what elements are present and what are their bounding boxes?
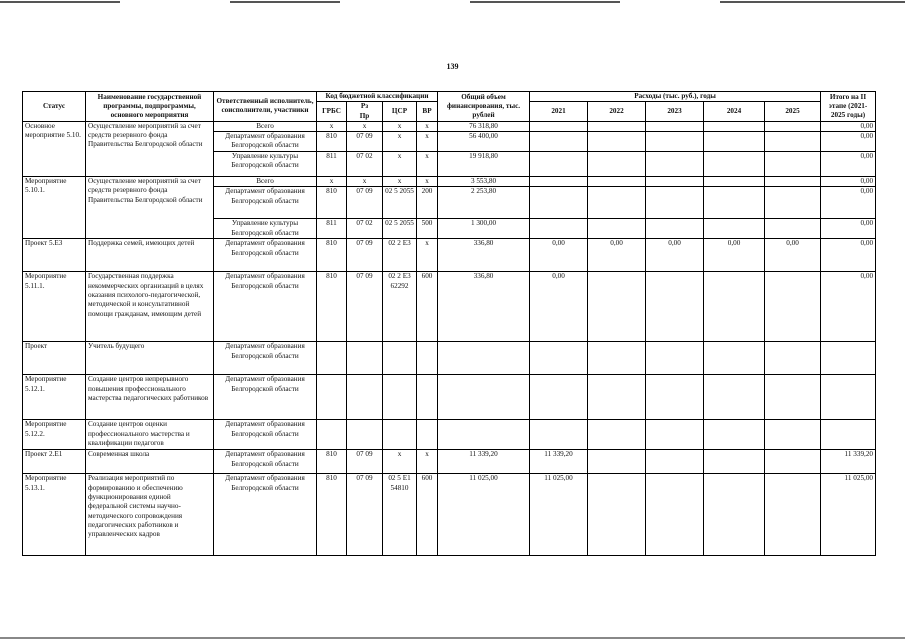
csr-cell: 02 5 2055 <box>383 219 417 239</box>
stage-total-cell: 0,00 <box>821 239 876 272</box>
vr-cell: х <box>417 177 438 187</box>
vr-cell: х <box>417 121 438 131</box>
y2025-cell <box>765 219 821 239</box>
y2022-cell <box>588 272 646 342</box>
total-cell: 2 253,80 <box>438 187 530 219</box>
vr-cell <box>417 375 438 420</box>
y2023-cell: 0,00 <box>646 239 704 272</box>
status-cell: Мероприятие 5.11.1. <box>23 272 86 342</box>
y2023-cell <box>646 219 704 239</box>
vr-cell: х <box>417 132 438 152</box>
rzpr-cell <box>347 375 383 420</box>
rzpr-cell: х <box>347 177 383 187</box>
header-2023: 2023 <box>646 102 704 122</box>
grbs-cell: 810 <box>317 272 347 342</box>
stage-total-cell: 0,00 <box>821 187 876 219</box>
y2025-cell <box>765 152 821 177</box>
status-cell: Мероприятие 5.10.1. <box>23 177 86 239</box>
stage-total-cell: 0,00 <box>821 219 876 239</box>
grbs-cell: 810 <box>317 132 347 152</box>
status-cell: Основное мероприятие 5.10. <box>23 121 86 176</box>
header-vr: ВР <box>417 102 438 122</box>
y2021-cell: 0,00 <box>530 239 588 272</box>
y2024-cell <box>704 187 765 219</box>
y2025-cell <box>765 375 821 420</box>
y2022-cell <box>588 474 646 556</box>
y2021-cell <box>530 132 588 152</box>
csr-cell <box>383 420 417 450</box>
rzpr-cell: х <box>347 121 383 131</box>
total-cell: 336,80 <box>438 272 530 342</box>
vr-cell: 500 <box>417 219 438 239</box>
rzpr-cell: 07 09 <box>347 272 383 342</box>
stage-total-cell: 11 025,00 <box>821 474 876 556</box>
header-name: Наименование государственной программы, подпрограммы, основного мероприятия <box>86 92 214 122</box>
grbs-cell: 810 <box>317 450 347 474</box>
y2021-cell: 0,00 <box>530 272 588 342</box>
grbs-cell: 811 <box>317 152 347 177</box>
vr-cell <box>417 420 438 450</box>
executor-cell: Департамент образования Белгородской области <box>214 474 317 556</box>
y2024-cell <box>704 474 765 556</box>
csr-cell <box>383 375 417 420</box>
rzpr-cell: 07 09 <box>347 187 383 219</box>
status-cell: Мероприятие 5.12.2. <box>23 420 86 450</box>
header-2022: 2022 <box>588 102 646 122</box>
y2025-cell <box>765 450 821 474</box>
y2024-cell <box>704 152 765 177</box>
y2023-cell <box>646 375 704 420</box>
y2023-cell <box>646 342 704 375</box>
stage-total-cell: 0,00 <box>821 132 876 152</box>
y2022-cell <box>588 375 646 420</box>
csr-cell <box>383 342 417 375</box>
executor-cell: Департамент образования Белгородской области <box>214 420 317 450</box>
vr-cell: 600 <box>417 272 438 342</box>
total-cell: 336,80 <box>438 239 530 272</box>
vr-cell: х <box>417 152 438 177</box>
executor-cell: Департамент образования Белгородской области <box>214 450 317 474</box>
y2022-cell <box>588 219 646 239</box>
stage-total-cell: 0,00 <box>821 177 876 187</box>
y2021-cell: 11 339,20 <box>530 450 588 474</box>
name-cell: Поддержка семей, имеющих детей <box>86 239 214 272</box>
y2022-cell <box>588 132 646 152</box>
y2023-cell <box>646 132 704 152</box>
vr-cell: 600 <box>417 474 438 556</box>
y2024-cell <box>704 121 765 131</box>
y2024-cell <box>704 177 765 187</box>
csr-cell: х <box>383 121 417 131</box>
table-row <box>23 121 876 131</box>
y2024-cell <box>704 342 765 375</box>
executor-cell: Департамент образования Белгородской области <box>214 375 317 420</box>
y2025-cell <box>765 342 821 375</box>
rzpr-cell: 07 02 <box>347 219 383 239</box>
y2023-cell <box>646 272 704 342</box>
header-expenses: Расходы (тыс. руб.), годы <box>530 92 821 102</box>
y2024-cell <box>704 450 765 474</box>
y2025-cell <box>765 420 821 450</box>
y2025-cell <box>765 177 821 187</box>
table-row <box>23 239 876 272</box>
grbs-cell: 810 <box>317 474 347 556</box>
y2025-cell <box>765 474 821 556</box>
table-row <box>23 474 876 556</box>
grbs-cell <box>317 342 347 375</box>
header-row-1 <box>23 92 876 102</box>
vr-cell: х <box>417 239 438 272</box>
status-cell: Мероприятие 5.13.1. <box>23 474 86 556</box>
rzpr-cell: 07 09 <box>347 239 383 272</box>
status-cell: Мероприятие 5.12.1. <box>23 375 86 420</box>
scan-bottom-edge <box>0 635 905 640</box>
y2022-cell <box>588 450 646 474</box>
total-cell <box>438 375 530 420</box>
executor-cell: Департамент образования Белгородской области <box>214 272 317 342</box>
grbs-cell: 811 <box>317 219 347 239</box>
y2021-cell <box>530 219 588 239</box>
header-rzpr: Рз Пр <box>347 102 383 122</box>
rzpr-cell: 07 09 <box>347 474 383 556</box>
y2022-cell <box>588 420 646 450</box>
header-total: Общий объем финансирования, тыс. рублей <box>438 92 530 122</box>
stage-total-cell <box>821 420 876 450</box>
y2025-cell: 0,00 <box>765 239 821 272</box>
executor-cell: Департамент образования Белгородской области <box>214 342 317 375</box>
name-cell: Создание центров оценки профессионального мастерства и квалификации педагогов <box>86 420 214 450</box>
y2021-cell <box>530 177 588 187</box>
y2021-cell <box>530 187 588 219</box>
header-2021: 2021 <box>530 102 588 122</box>
y2025-cell <box>765 187 821 219</box>
csr-cell: х <box>383 177 417 187</box>
y2023-cell <box>646 450 704 474</box>
executor-cell: Управление культуры Белгородской области <box>214 152 317 177</box>
status-cell: Проект 2.Е1 <box>23 450 86 474</box>
rzpr-cell: 07 02 <box>347 152 383 177</box>
executor-cell: Департамент образования Белгородской области <box>214 187 317 219</box>
y2023-cell <box>646 474 704 556</box>
table-row <box>23 272 876 342</box>
table-row <box>23 450 876 474</box>
table-row <box>23 420 876 450</box>
csr-cell: 02 5 Е1 54810 <box>383 474 417 556</box>
status-cell: Проект <box>23 342 86 375</box>
status-cell: Проект 5.Е3 <box>23 239 86 272</box>
y2021-cell <box>530 420 588 450</box>
stage-total-cell: 11 339,20 <box>821 450 876 474</box>
total-cell: 76 318,80 <box>438 121 530 131</box>
executor-cell: Департамент образования Белгородской области <box>214 239 317 272</box>
y2023-cell <box>646 187 704 219</box>
table-row <box>23 177 876 187</box>
grbs-cell: х <box>317 177 347 187</box>
scan-top-edge <box>0 0 905 5</box>
total-cell <box>438 342 530 375</box>
rzpr-cell: 07 09 <box>347 450 383 474</box>
executor-cell: Управление культуры Белгородской области <box>214 219 317 239</box>
y2024-cell: 0,00 <box>704 239 765 272</box>
total-cell: 11 025,00 <box>438 474 530 556</box>
vr-cell <box>417 342 438 375</box>
y2023-cell <box>646 152 704 177</box>
financing-table <box>22 91 876 556</box>
table-row <box>23 375 876 420</box>
csr-cell: 02 2 Е3 62292 <box>383 272 417 342</box>
grbs-cell: 810 <box>317 187 347 219</box>
name-cell: Учитель будущего <box>86 342 214 375</box>
total-cell: 11 339,20 <box>438 450 530 474</box>
rzpr-cell: 07 09 <box>347 132 383 152</box>
grbs-cell <box>317 375 347 420</box>
y2024-cell <box>704 219 765 239</box>
executor-cell: Всего <box>214 121 317 131</box>
y2025-cell <box>765 132 821 152</box>
y2023-cell <box>646 420 704 450</box>
y2025-cell <box>765 272 821 342</box>
y2022-cell <box>588 152 646 177</box>
y2022-cell <box>588 177 646 187</box>
y2024-cell <box>704 375 765 420</box>
header-grbs: ГРБС <box>317 102 347 122</box>
csr-cell: 02 2 Е3 <box>383 239 417 272</box>
name-cell: Создание центров непрерывного повышения профессионального мастерства педагогических работников <box>86 375 214 420</box>
header-budget-code: Код бюджетной классификации <box>317 92 438 102</box>
rzpr-cell <box>347 420 383 450</box>
total-cell: 19 918,80 <box>438 152 530 177</box>
stage-total-cell: 0,00 <box>821 121 876 131</box>
csr-cell: х <box>383 152 417 177</box>
total-cell: 1 300,00 <box>438 219 530 239</box>
y2022-cell <box>588 342 646 375</box>
name-cell: Реализация мероприятий по формированию и обеспечению функционирования единой федеральной системы научно-методического сопровождения педагогических работников и управленческих кадров <box>86 474 214 556</box>
header-status: Статус <box>23 92 86 122</box>
header-csr: ЦСР <box>383 102 417 122</box>
page-number: 139 <box>446 62 459 71</box>
total-cell: 56 400,00 <box>438 132 530 152</box>
stage-total-cell <box>821 375 876 420</box>
total-cell: 3 553,80 <box>438 177 530 187</box>
header-2025: 2025 <box>765 102 821 122</box>
executor-cell: Всего <box>214 177 317 187</box>
stage-total-cell: 0,00 <box>821 152 876 177</box>
stage-total-cell: 0,00 <box>821 272 876 342</box>
y2022-cell <box>588 121 646 131</box>
name-cell: Государственная поддержка некоммерческих организаций в целях оказания психолого-педагогической, методической и консультативной помощи гражданам, имеющим детей <box>86 272 214 342</box>
name-cell: Современная школа <box>86 450 214 474</box>
vr-cell: х <box>417 450 438 474</box>
header-stage-total: Итого на II этапе (2021-2025 годы) <box>821 92 876 122</box>
csr-cell: х <box>383 450 417 474</box>
header-executor: Ответственный исполнитель, соисполнители, участники <box>214 92 317 122</box>
grbs-cell: 810 <box>317 239 347 272</box>
table-row <box>23 342 876 375</box>
executor-cell: Департамент образования Белгородской области <box>214 132 317 152</box>
rzpr-cell <box>347 342 383 375</box>
header-2024: 2024 <box>704 102 765 122</box>
name-cell: Осуществление мероприятий за счет средств резервного фонда Правительства Белгородской области <box>86 121 214 176</box>
grbs-cell <box>317 420 347 450</box>
y2021-cell <box>530 121 588 131</box>
grbs-cell: х <box>317 121 347 131</box>
y2022-cell: 0,00 <box>588 239 646 272</box>
csr-cell: х <box>383 132 417 152</box>
vr-cell: 200 <box>417 187 438 219</box>
y2021-cell <box>530 342 588 375</box>
stage-total-cell <box>821 342 876 375</box>
total-cell <box>438 420 530 450</box>
y2024-cell <box>704 132 765 152</box>
y2021-cell <box>530 375 588 420</box>
y2023-cell <box>646 121 704 131</box>
y2025-cell <box>765 121 821 131</box>
y2024-cell <box>704 272 765 342</box>
y2023-cell <box>646 177 704 187</box>
y2022-cell <box>588 187 646 219</box>
y2021-cell: 11 025,00 <box>530 474 588 556</box>
csr-cell: 02 5 2055 <box>383 187 417 219</box>
y2024-cell <box>704 420 765 450</box>
name-cell: Осуществление мероприятий за счет средств резервного фонда Правительства Белгородской области <box>86 177 214 239</box>
y2021-cell <box>530 152 588 177</box>
